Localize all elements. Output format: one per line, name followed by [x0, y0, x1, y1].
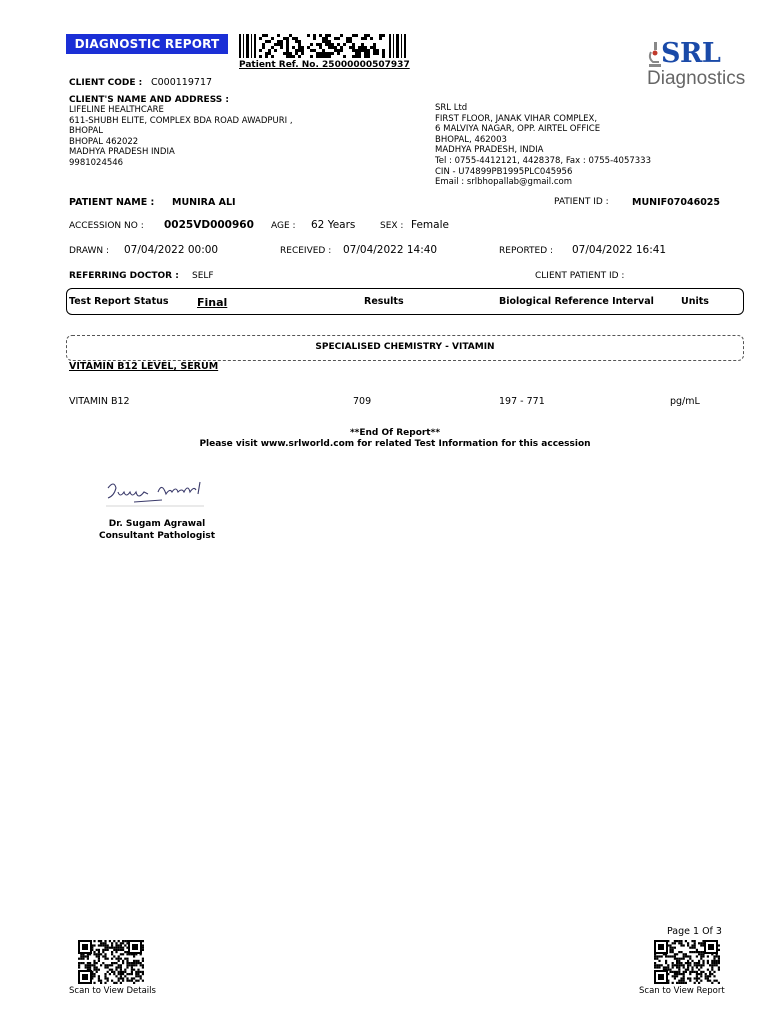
test-group-title: VITAMIN B12 LEVEL, SERUM: [69, 361, 219, 372]
accession-label: ACCESSION NO :: [69, 221, 144, 231]
lab-address-line: Tel : 0755-4412121, 4428378, Fax : 0755-4057333: [435, 155, 651, 166]
page-number: Page 1 Of 3: [667, 926, 722, 937]
results-table-header: [66, 288, 744, 315]
lab-address-line: SRL Ltd: [435, 103, 468, 113]
patient-name-label: PATIENT NAME :: [69, 197, 155, 208]
lab-address: [435, 103, 651, 188]
signatory-title: Consultant Pathologist: [98, 531, 216, 541]
report-type-badge: DIAGNOSTIC REPORT: [66, 34, 228, 54]
age-label: AGE :: [271, 221, 296, 231]
end-of-report: **End Of Report**: [349, 428, 441, 438]
patient-id-label: PATIENT ID :: [554, 197, 609, 207]
patient-name-value: MUNIRA ALI: [172, 197, 236, 208]
client-address-line: MADHYA PRADESH INDIA: [69, 147, 175, 158]
report-status-value: Final: [197, 296, 228, 309]
lab-address-line: BHOPAL, 462003: [435, 134, 507, 145]
client-address-line: BHOPAL 462022: [69, 136, 139, 147]
reported-label: REPORTED :: [499, 246, 554, 256]
client-address-line: 9981024546: [69, 157, 124, 168]
units-column-header: Units: [681, 296, 709, 307]
sex-label: SEX :: [380, 221, 404, 231]
received-value: 07/04/2022 14:40: [343, 244, 438, 256]
scan-report-label: Scan to View Report: [639, 986, 725, 996]
lab-address-line: MADHYA PRADESH, INDIA: [435, 145, 544, 156]
sex-value: Female: [411, 219, 449, 231]
lab-address-line: FIRST FLOOR, JANAK VIHAR COMPLEX,: [435, 113, 598, 124]
drawn-value: 07/04/2022 00:00: [124, 244, 219, 256]
qr-code-report[interactable]: [654, 940, 720, 984]
logo-main-text: SRL: [661, 38, 721, 69]
reported-value: 07/04/2022 16:41: [572, 244, 667, 256]
section-title-box: [66, 335, 744, 361]
scan-details-label: Scan to View Details: [69, 986, 156, 996]
client-code-label: CLIENT CODE :: [69, 78, 143, 88]
accession-value: 0025VD000960: [164, 219, 254, 231]
test-name: VITAMIN B12: [69, 396, 130, 407]
client-name-address-label: CLIENT'S NAME AND ADDRESS :: [69, 95, 229, 105]
signature-image: [104, 478, 206, 510]
lab-address-line: 6 MALVIYA NAGAR, OPP. AIRTEL OFFICE: [435, 124, 601, 135]
interval-column-header: Biological Reference Interval: [499, 296, 654, 307]
patient-ref-number: Patient Ref. No. 25000000507937: [239, 60, 410, 70]
received-label: RECEIVED :: [280, 246, 332, 256]
qr-code-details[interactable]: [78, 940, 144, 984]
lab-address-line: CIN - U74899PB1995PLC045956: [435, 166, 573, 177]
patient-id-value: MUNIF07046025: [632, 197, 721, 208]
logo-sub-text: Diagnostics: [647, 68, 746, 89]
client-code-value: C000119717: [151, 77, 213, 88]
client-address-line: 611-SHUBH ELITE, COMPLEX BDA ROAD AWADPURI ,: [69, 115, 293, 126]
client-address-line: BHOPAL: [69, 126, 104, 137]
signatory-name: Dr. Sugam Agrawal: [108, 519, 206, 529]
referring-doctor-value: SELF: [192, 271, 214, 281]
barcode-image: [239, 34, 409, 58]
report-status-label: Test Report Status: [69, 296, 169, 307]
drawn-label: DRAWN :: [69, 246, 110, 256]
visit-note: Please visit www.srlworld.com for related Test Information for this accession: [199, 439, 591, 449]
section-title: SPECIALISED CHEMISTRY - VITAMIN: [315, 342, 495, 352]
test-units: pg/mL: [670, 396, 700, 407]
results-column-header: Results: [364, 296, 404, 307]
srl-diagnostics-logo: [645, 38, 745, 92]
referring-doctor-label: REFERRING DOCTOR :: [69, 271, 179, 281]
test-reference-interval: 197 - 771: [499, 396, 545, 407]
age-value: 62 Years: [311, 219, 356, 231]
test-result: 709: [353, 396, 372, 407]
client-patient-id-label: CLIENT PATIENT ID :: [535, 271, 625, 281]
lab-address-line: Email : srlbhopallab@gmail.com: [435, 177, 573, 188]
client-address-line: LIFELINE HEALTHCARE: [69, 105, 164, 115]
client-address: [69, 105, 293, 169]
